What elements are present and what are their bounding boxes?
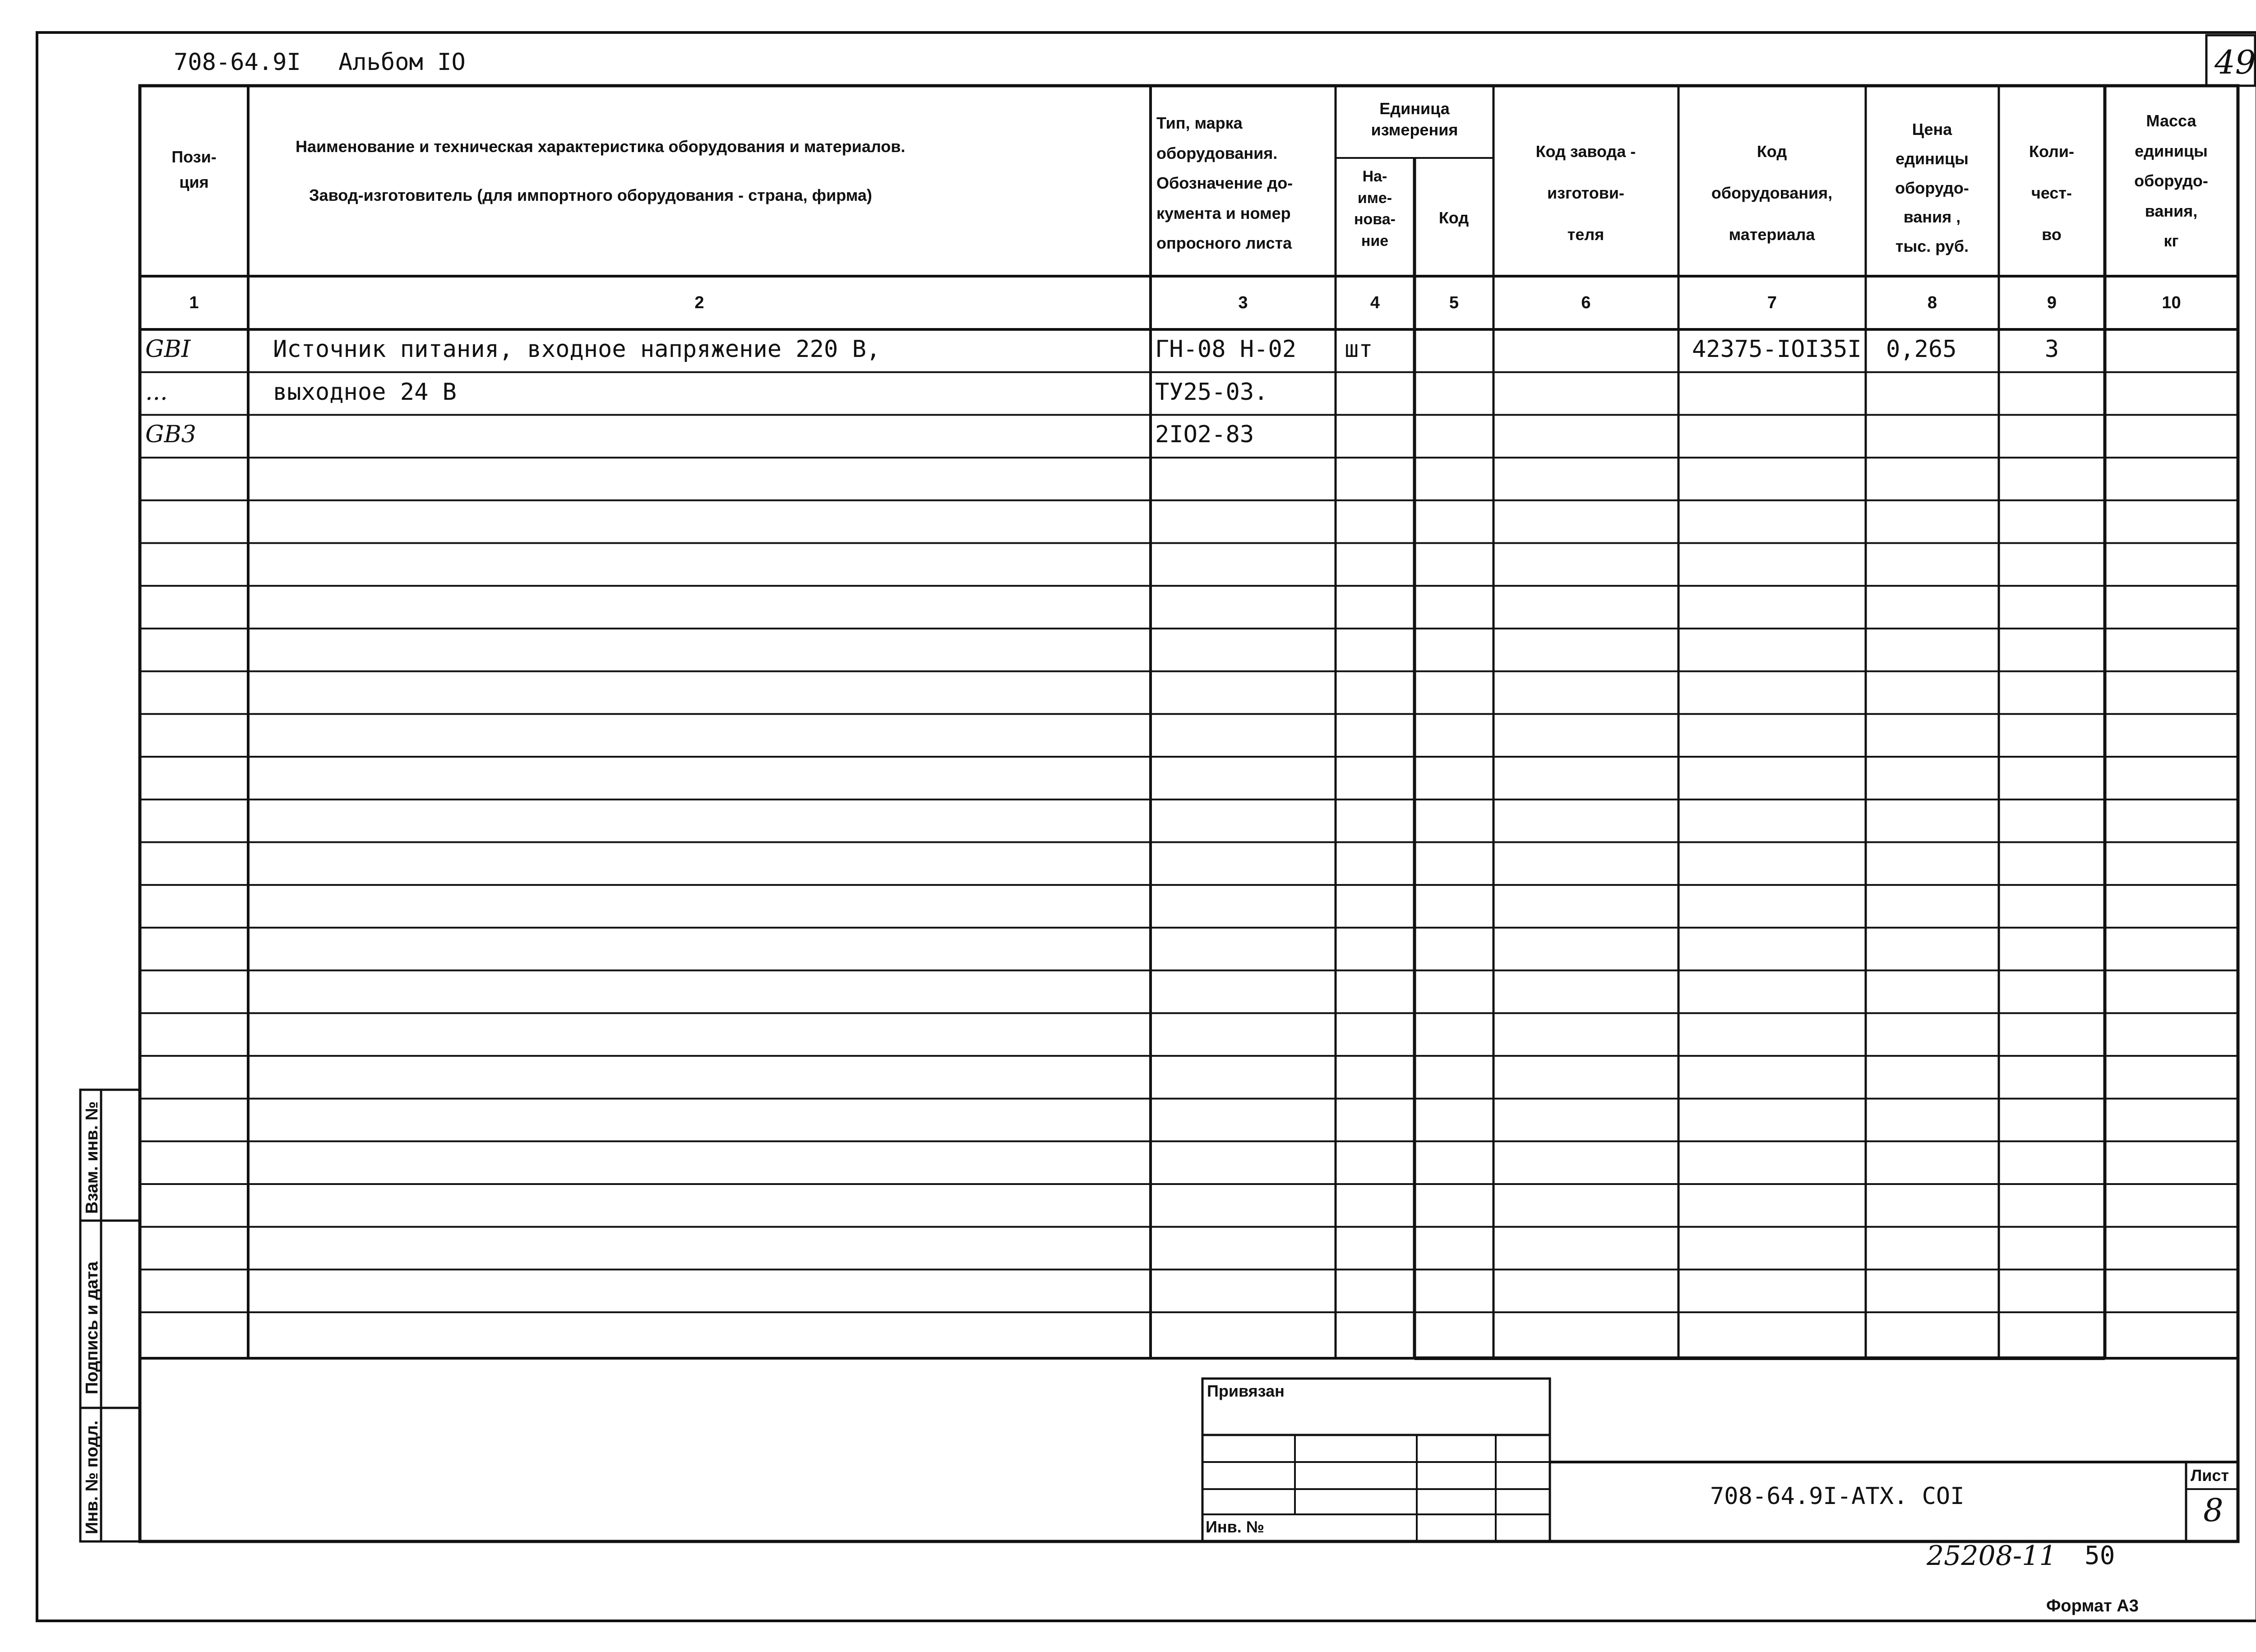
- side-label-inv-no: Инв. № подл.: [83, 1420, 102, 1534]
- cell-name: Источник питания, входное напряжение 220 В,: [273, 336, 881, 363]
- document-code: 708-64.9I-АТХ. СОI: [1710, 1483, 1965, 1510]
- inv-no-label: Инв. №: [1206, 1518, 1264, 1536]
- header-col-5: Код: [1438, 208, 1469, 227]
- column-number-5: 5: [1449, 293, 1459, 312]
- format-label: Формат А3: [2046, 1596, 2139, 1615]
- column-number-6: 6: [1581, 293, 1591, 312]
- header-col-3: Тип, марка оборудования. Обозначение до- кумента и номер опросного листа: [1156, 114, 1293, 253]
- header-unit-group: Единица измерения: [1371, 99, 1458, 139]
- cell-price: 0,265: [1886, 336, 1957, 363]
- header-col-7: Код оборудования, материала: [1711, 142, 1833, 244]
- column-number-9: 9: [2047, 293, 2057, 312]
- column-number-7: 7: [1767, 293, 1777, 312]
- column-number-1: 1: [189, 293, 199, 312]
- header-col-6: Код завода - изготови- теля: [1535, 142, 1636, 244]
- header-col-4: На- име- нова- ние: [1354, 168, 1396, 250]
- header-col-1: Пози- ция: [171, 148, 217, 191]
- column-number-10: 10: [2162, 293, 2181, 312]
- column-number-3: 3: [1238, 293, 1248, 312]
- corner-page-number: 49: [2214, 43, 2256, 81]
- cell-unit: шт: [1345, 336, 1373, 363]
- column-number-2: 2: [694, 293, 704, 312]
- column-number-8: 8: [1927, 293, 1937, 312]
- cell-name: выходное 24 В: [273, 378, 457, 406]
- cell-type: 2IO2-83: [1155, 421, 1254, 449]
- header-col-8: Цена единицы оборудо- вания , тыс. руб.: [1895, 120, 1969, 256]
- sheet-number: 8: [2203, 1492, 2224, 1529]
- cell-pos: GBI: [145, 336, 191, 363]
- header-col-9: Коли- чест- во: [2029, 142, 2075, 244]
- cell-qty: 3: [2044, 336, 2059, 363]
- header-col-2-line2: Завод-изготовитель (для импортного оборудования - страна, фирма): [309, 186, 872, 204]
- stamp-page: 50: [2085, 1541, 2115, 1570]
- cell-type: ТУ25-03.: [1155, 378, 1268, 406]
- side-label-vzam: Взам. инв. №: [83, 1101, 102, 1214]
- cell-pos: ...: [145, 378, 168, 406]
- sheet-label: Лист: [2191, 1466, 2229, 1485]
- header-col-10: Масса единицы оборудо- вания, кг: [2134, 111, 2208, 250]
- cell-pos: GB3: [145, 421, 196, 449]
- header-col-2-line1: Наименование и техническая характеристика оборудования и материалов.: [296, 137, 906, 156]
- document-code-top: 708-64.9I: [174, 49, 301, 76]
- side-label-sign-date: Подпись и дата: [83, 1261, 102, 1394]
- album-label: Альбом IO: [338, 49, 466, 76]
- cell-type: ГН-08 Н-02: [1155, 336, 1297, 363]
- stamp-number: 25208-11: [1927, 1540, 2057, 1572]
- cell-equip-code: 42375-IOI35I: [1692, 336, 1862, 363]
- column-number-4: 4: [1370, 293, 1380, 312]
- privyazan-label: Привязан: [1207, 1382, 1285, 1400]
